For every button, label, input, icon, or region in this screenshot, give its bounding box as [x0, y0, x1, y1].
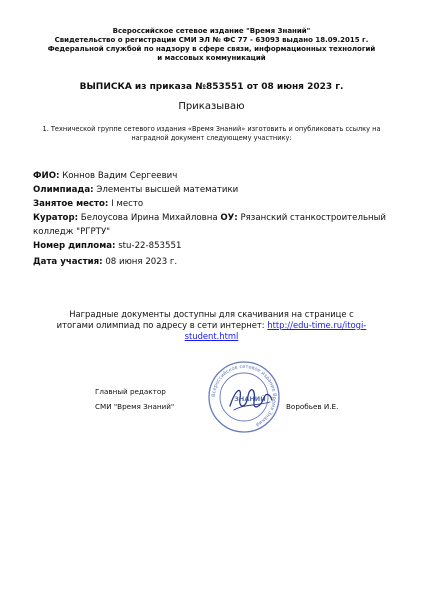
place-label: Занятое место: — [33, 199, 109, 209]
curator-value: Белоусова Ирина Михайловна — [80, 213, 218, 223]
header-registration: Свидетельство о регистрации СМИ ЭЛ № ФС 77 - 63093 выдано 18.09.2015 г. — [54, 36, 369, 44]
participant-place — [33, 199, 143, 210]
participant-diploma — [33, 241, 181, 252]
stamp-center-text: ЗНАНИЙ — [234, 395, 266, 403]
editor-signature — [226, 380, 276, 416]
ou-label: ОУ: — [220, 213, 238, 223]
participant-date — [33, 257, 177, 268]
participant-curator — [33, 213, 386, 224]
editor-label: Главный редактор — [95, 387, 166, 396]
order-paragraph-line2: наградной документ следующему участнику: — [131, 134, 292, 142]
date-label: Дата участия: — [33, 257, 103, 267]
extract-title: ВЫПИСКА из приказа №853551 от 08 июня 2023 г. — [79, 82, 344, 92]
media-label: СМИ "Время Знаний" — [95, 402, 175, 411]
editor-name: Воробьев И.Е. — [286, 402, 339, 411]
availability-line1: Наградные документы доступны для скачивания на странице с — [69, 309, 354, 319]
participant-ou-cont: колледж "РГРТУ" — [33, 227, 111, 237]
fio-value: Коннов Вадим Сергеевич — [62, 171, 178, 181]
header-publication-name: Всероссийское сетевое издание "Время Знаний" — [112, 27, 311, 35]
diploma-value: stu-22-853551 — [118, 241, 182, 251]
order-word: Приказываю — [178, 101, 245, 112]
availability-line2 — [20, 320, 403, 331]
participant-olympiad — [33, 185, 238, 196]
availability-text: итогами олимпиад по адресу в сети интернет: — [56, 320, 268, 330]
olympiad-label: Олимпиада: — [33, 185, 94, 195]
availability-line3 — [20, 331, 403, 342]
curator-label: Куратор: — [33, 213, 79, 223]
participant-fio — [33, 171, 177, 182]
diploma-label: Номер диплома: — [33, 241, 116, 251]
header-agency-cont: и массовых коммуникаций — [157, 54, 266, 62]
results-link-cont[interactable]: student.html — [184, 331, 239, 341]
date-value: 08 июня 2023 г. — [105, 257, 178, 267]
stamp-ring-text: Всероссийское сетевое издание Время Знаний — [210, 363, 278, 428]
results-link[interactable]: http://edu-time.ru/itogi- — [267, 320, 367, 330]
order-paragraph-line1: 1. Технической группе сетевого издания «Время Знаний» изготовить и опубликовать ссылку на — [42, 125, 381, 133]
ou-value: Рязанский станкостроительный — [240, 213, 386, 223]
header-agency: Федеральной службой по надзору в сфере связи, информационных технологий — [47, 45, 376, 53]
olympiad-value: Элементы высшей математики — [96, 185, 239, 195]
place-value: I место — [111, 199, 144, 209]
fio-label: ФИО: — [33, 171, 60, 181]
